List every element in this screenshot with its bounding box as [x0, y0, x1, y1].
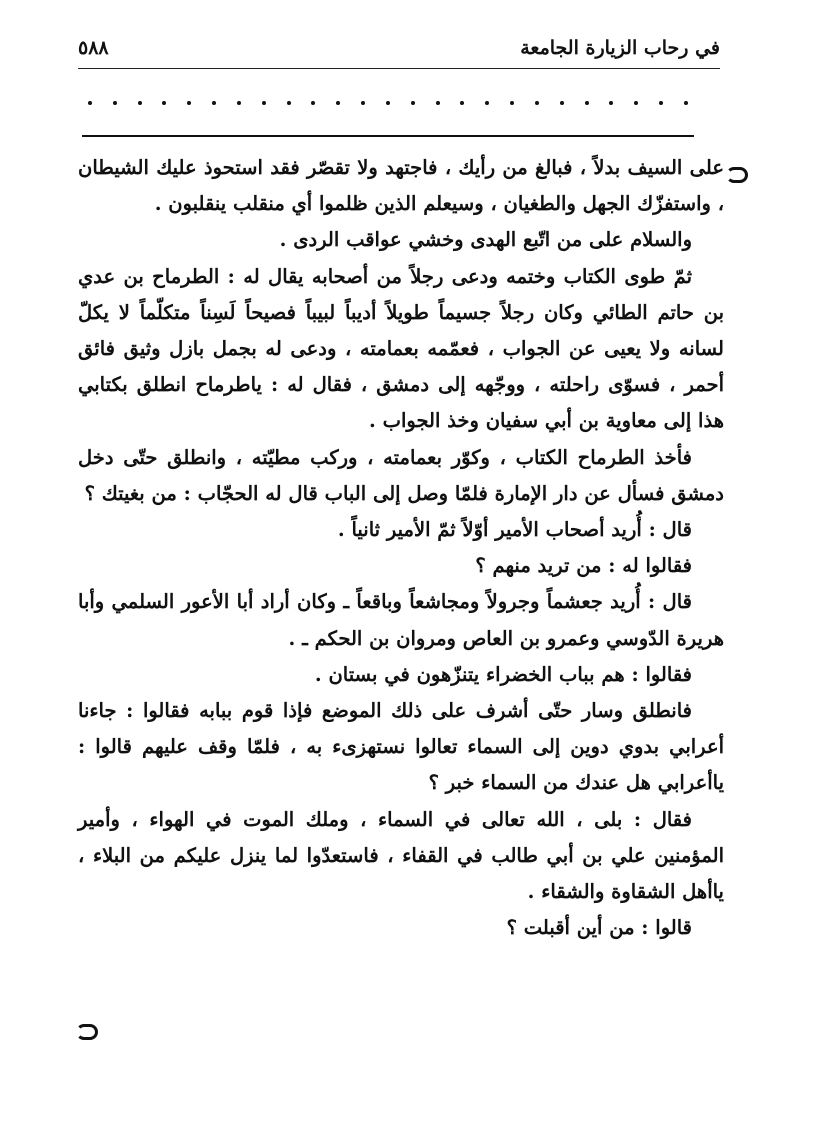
- separator-dot: [609, 101, 613, 105]
- page-number: ٥٨٨: [78, 37, 109, 59]
- separator-dot: [386, 101, 390, 105]
- separator-dot: [361, 101, 365, 105]
- paragraph: فأخذ الطرماح الكتاب ، وكوّر بعمامته ، وركب مطيّته ، وانطلق حتّى دخل دمشق فسأل عن دار الإمارة فلمّا وصل إلى الباب قال له الحجّاب : من بغيتك ؟: [78, 445, 724, 505]
- separator-dot: [262, 101, 266, 105]
- separator-dot: [88, 101, 92, 105]
- separator-dot: [336, 101, 340, 105]
- dotted-separator: [88, 93, 688, 113]
- separator-dot: [237, 101, 241, 105]
- separator-dot: [411, 101, 415, 105]
- running-title: في رحاب الزيارة الجامعة: [520, 37, 720, 59]
- separator-dot: [187, 101, 191, 105]
- quote-open-mark-icon: [726, 167, 748, 183]
- paragraph: فقال : بلى ، الله تعالى في السماء ، وملك الموت في الهواء ، وأمير المؤمنين علي بن أبي طالب في القفاء ، فاستعدّوا لما ينزل عليكم من البلاء ، ياأهل الشقاوة والشقاء .: [78, 807, 724, 904]
- separator-dot: [684, 101, 688, 105]
- separator-dot: [560, 101, 564, 105]
- separator-dot: [634, 101, 638, 105]
- paragraph: قال : أُريد أصحاب الأمير أوّلاً ثمّ الأمير ثانياً .: [337, 518, 692, 542]
- paragraph: قالوا : من أين أقبلت ؟: [506, 916, 692, 940]
- separator-dot: [138, 101, 142, 105]
- paragraph: فقالوا : هم بباب الخضراء يتنزّهون في بستان .: [314, 662, 692, 686]
- separator-dot: [311, 101, 315, 105]
- body-text: [78, 150, 724, 946]
- paragraph: على السيف بدلاً ، فبالغ من رأيك ، فاجتهد ولا تقصّر فقد استحوذ عليك الشيطان ، واستفزّك الجهل والطغيان ، وسيعلم الذين ظلموا أي منقلب ينقلبون .: [78, 156, 724, 216]
- section-divider: [82, 135, 694, 137]
- paragraph: قال : أُريد جعشماً وجرولاً ومجاشعاً وباقعاً ـ وكان أراد أبا الأعور السلمي وأبا هريرة الدّوسي وعمرو بن العاص ومروان بن الحكم ـ .: [78, 590, 724, 650]
- separator-dot: [510, 101, 514, 105]
- separator-dot: [535, 101, 539, 105]
- separator-dot: [436, 101, 440, 105]
- separator-dot: [287, 101, 291, 105]
- separator-dot: [212, 101, 216, 105]
- separator-dot: [585, 101, 589, 105]
- quote-continue-mark-icon: [76, 1024, 98, 1040]
- paragraph: فقالوا له : من تريد منهم ؟: [475, 554, 692, 578]
- separator-dot: [460, 101, 464, 105]
- paragraph: فانطلق وسار حتّى أشرف على ذلك الموضع فإذا قوم ببابه فقالوا : جاءنا أعرابي بدوي دوين إلى السماء تعالوا نستهزىء به ، فلمّا وقف عليهم قالوا : ياأعرابي هل عندك من السماء خبر ؟: [78, 699, 724, 795]
- header-divider: [78, 68, 720, 69]
- paragraph: ثمّ طوى الكتاب وختمه ودعى رجلاً من أصحابه يقال له : الطرماح بن عدي بن حاتم الطائي وكان رجلاً جسيماً طويلاً أديباً لبيباً فصيحاً لَسِناً متكلّماً لا يكلّ لسانه ولا يعيى عن الجواب ، فعمّمه بعمامته ، ودعى له بجمل بازل وثيق فائق أحمر ، فسوّى راحلته ، ووجّهه إلى دمشق ، فقال له : ياطرماح انطلق بكتابي هذا إلى معاوية بن أبي سفيان وخذ الجواب .: [78, 264, 724, 433]
- separator-dot: [659, 101, 663, 105]
- separator-dot: [485, 101, 489, 105]
- page-header: [78, 30, 720, 66]
- paragraph: والسلام على من اتّبع الهدى وخشي عواقب الردى .: [279, 228, 692, 252]
- separator-dot: [162, 101, 166, 105]
- separator-dot: [113, 101, 117, 105]
